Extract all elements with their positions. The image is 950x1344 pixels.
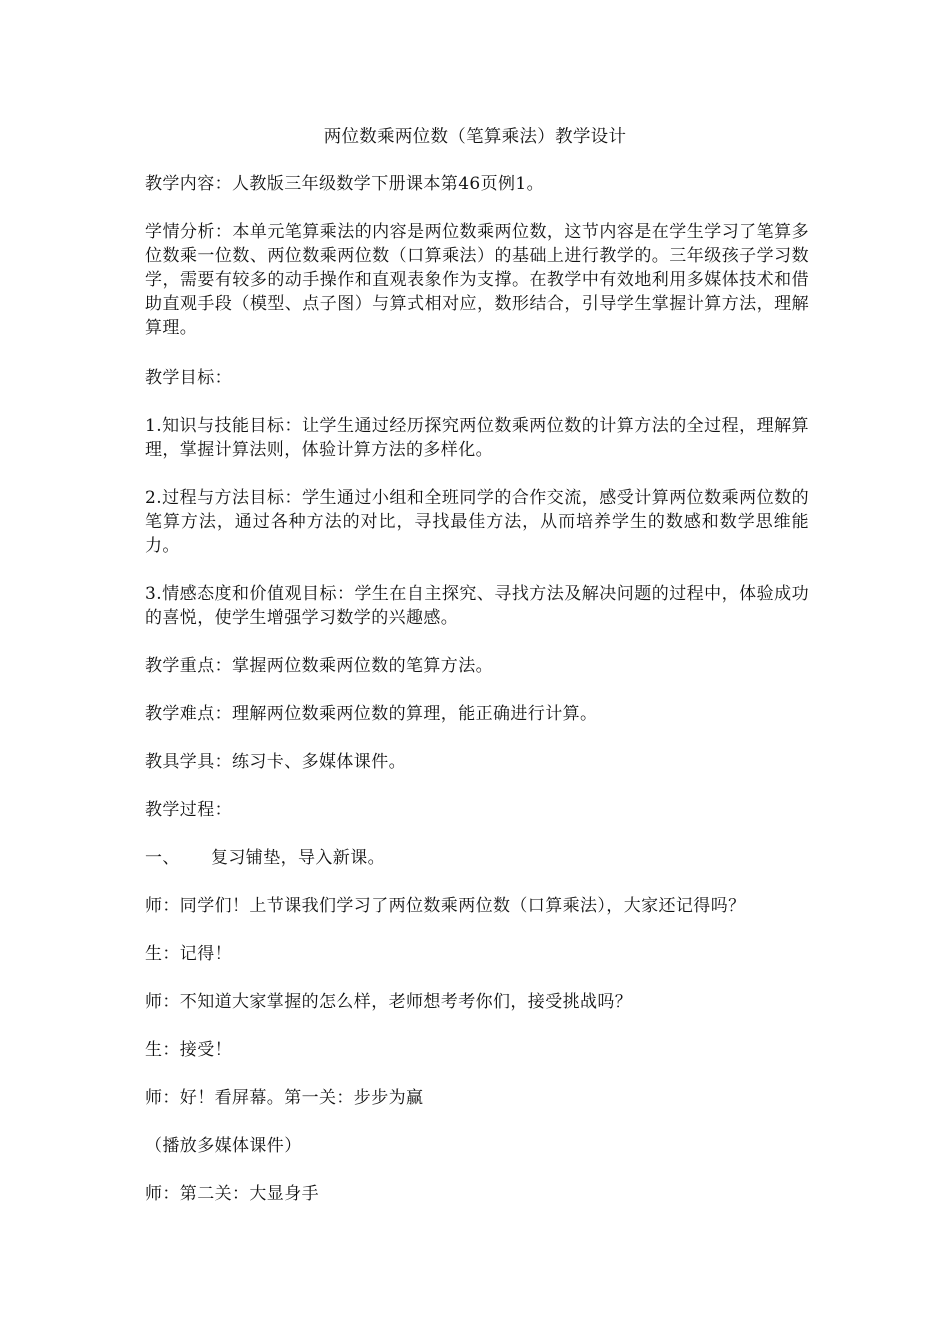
- learning-analysis: 学情分析：本单元笔算乘法的内容是两位数乘两位数，这节内容是在学生学习了笔算多位数乘一位数、两位数乘两位数（口算乘法）的基础上进行教学的。三年级孩子学习数学，需要有较多的动手操作和直观表象作为支撑。在教学中有效地利用多媒体技术和借助直观手段（模型、点子图）与算式相对应，数形结合，引导学生掌握计算方法，理解算理。: [145, 222, 809, 338]
- goal-process-method: 2.过程与方法目标：学生通过小组和全班同学的合作交流，感受计算两位数乘两位数的笔算方法，通过各种方法的对比，寻找最佳方法，从而培养学生的数感和数学思维能力。: [145, 488, 809, 556]
- dialogue-line: 师：第二关：大显身手: [145, 1184, 319, 1204]
- dialogue-line: 师：好！看屏幕。第一关：步步为赢: [145, 1088, 424, 1108]
- step-one-number: 一、: [145, 848, 180, 868]
- document-title: 两位数乘两位数（笔算乘法）教学设计: [323, 127, 627, 147]
- goals-heading: 教学目标：: [145, 368, 232, 388]
- dialogue-line: 生：接受！: [145, 1040, 232, 1060]
- teaching-tools: 教具学具：练习卡、多媒体课件。: [145, 752, 406, 772]
- dialogue-line: 师：同学们！上节课我们学习了两位数乘两位数（口算乘法），大家还记得吗？: [145, 896, 746, 916]
- key-point: 教学重点：掌握两位数乘两位数的笔算方法。: [145, 656, 493, 676]
- step-one-heading: [145, 846, 809, 870]
- goal-knowledge-skills: 1.知识与技能目标：让学生通过经历探究两位数乘两位数的计算方法的全过程，理解算理，掌握计算法则，体验计算方法的多样化。: [145, 416, 809, 460]
- process-heading: 教学过程：: [145, 800, 232, 820]
- dialogue-line: 师：不知道大家掌握的怎么样，老师想考考你们，接受挑战吗？: [145, 992, 633, 1012]
- teaching-content: 教学内容：人教版三年级数学下册课本第46页例1。: [145, 174, 545, 194]
- goal-emotion-values: 3.情感态度和价值观目标：学生在自主探究、寻找方法及解决问题的过程中，体验成功的喜悦，使学生增强学习数学的兴趣感。: [145, 584, 809, 628]
- dialogue-line: （播放多媒体课件）: [145, 1136, 302, 1156]
- dialogue-line: 生：记得！: [145, 944, 232, 964]
- step-one-text: 复习铺垫，导入新课。: [211, 848, 385, 868]
- difficulty: 教学难点：理解两位数乘两位数的算理，能正确进行计算。: [145, 704, 598, 724]
